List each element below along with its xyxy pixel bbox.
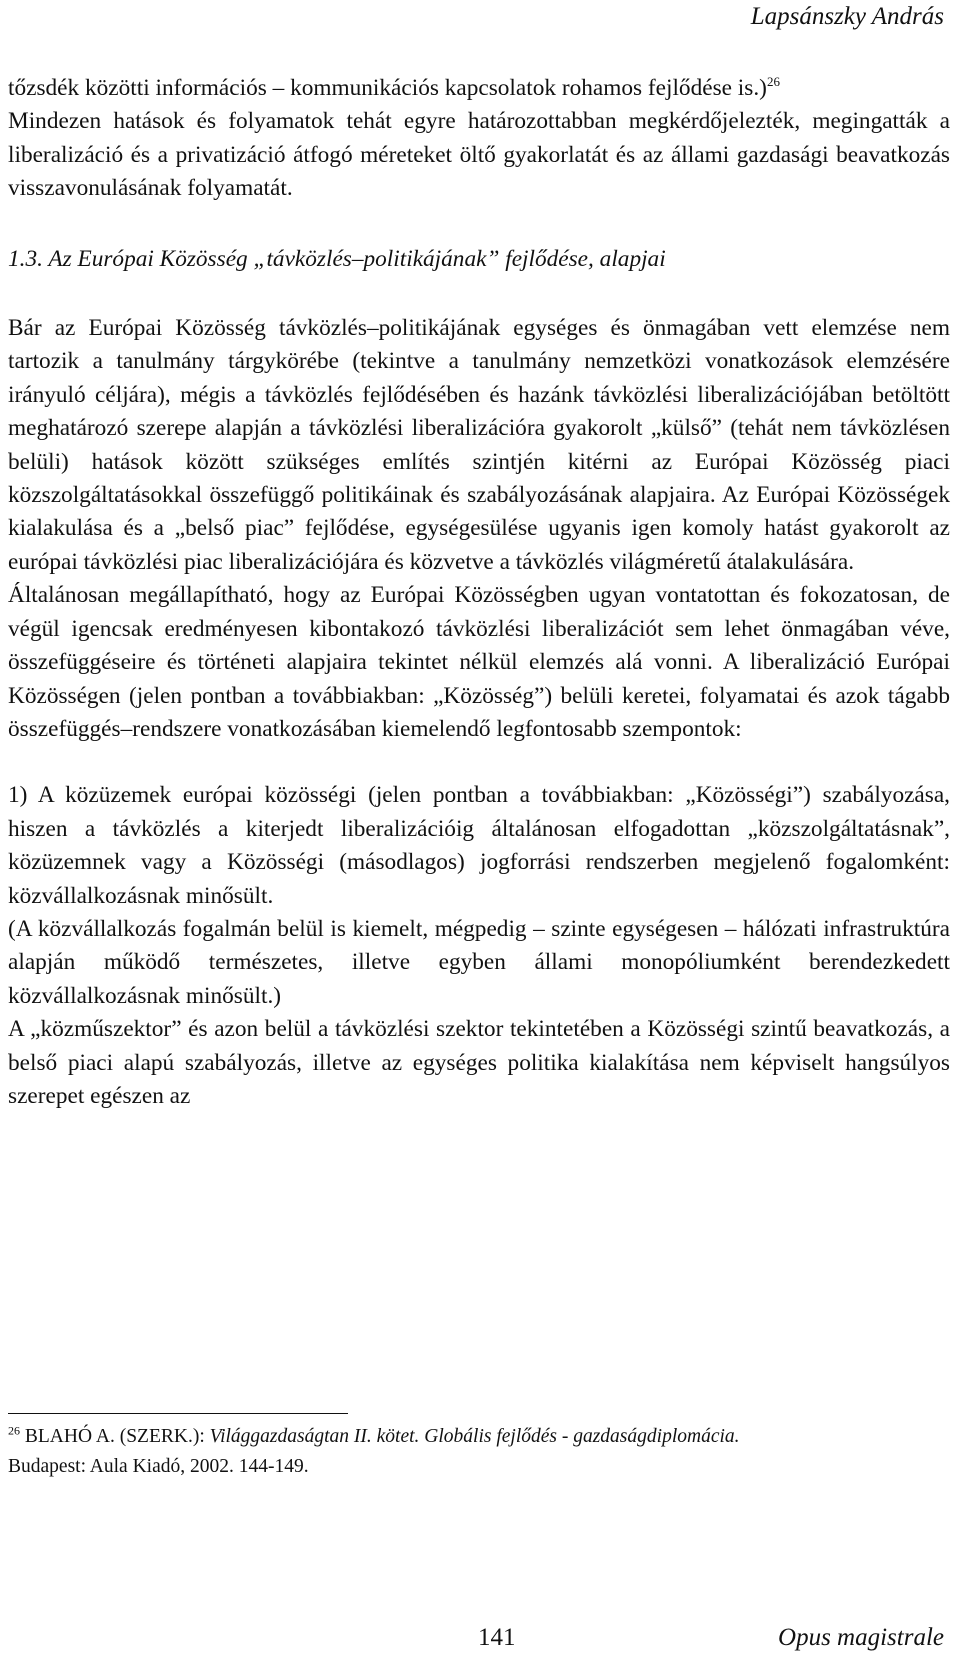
paragraph-spacer: [8, 746, 950, 779]
footnote: [8, 1422, 950, 1482]
paragraph-intro: [8, 72, 950, 105]
running-header-author: Lapsánszky András: [750, 3, 944, 30]
page-footer: [0, 1620, 960, 1660]
footnote-author-rest: LAHÓ: [37, 1426, 93, 1447]
footnote-author-initial: B: [24, 1426, 38, 1447]
page-body: [8, 72, 950, 1113]
paragraph-intro-text: tőzsdék közötti információs – kommunikációs kapcsolatok rohamos fejlődése is.): [8, 75, 767, 101]
footnote-number: 26: [8, 1423, 20, 1438]
paragraph-6: A „közműszektor” és azon belül a távközlési szektor tekintetében a Közösségi szintű beavatkozás, a belső piaci alapú szabályozás, illetve az egységes politika kialakítása nem képviselt hangsúlyos szerepet egészen az: [8, 1016, 950, 1109]
footnote-line-1: [8, 1422, 950, 1452]
page-number: 141: [478, 1624, 516, 1651]
paragraph-3: Általánosan megállapítható, hogy az Európai Közösségben ugyan vontatottan és fokozatosan, de végül igencsak eredményesen kibontakozó távközlési liberalizációt sem lehet önmagában véve, összefüggéseire és történeti alapjaira tekintet nélkül elemzés alá vonni. A liberalizáció Európai Közösségen (jelen pontban a továbbiakban: „Közösség”) belüli keretei, folyamatai és azok tágabb összefüggés–rendszere vonatkozásában kiemelendő legfontosabb szempontok:: [8, 582, 950, 742]
footnote-reference[interactable]: 26: [766, 74, 780, 90]
footnote-author-tail: A. (: [92, 1426, 127, 1447]
footnote-editor-tag: SZERK: [126, 1426, 188, 1447]
footnote-title: Világgazdaságtan II. kötet. Globális fejlődés - gazdaságdiplomácia.: [209, 1426, 740, 1447]
paragraph-2: Bár az Európai Közösség távközlés–politikájának egységes és önmagában vett elemzése nem tartozik a tanulmány tárgykörébe (tekintve a tanulmány nemzetközi vonatkozások elemzésére irányuló céljára), mégis a távközlés fejlődésében és hazánk távközlési liberalizációjában betöltött meghatározó szerepe alapján a távközlési liberalizációra gyakorolt „külső” (tehát nem távközlésen belüli) hatások között szükséges említés szintjén kitérni az Európai Közösség piaci közszolgáltatásokkal összefüggő politikáinak és szabályozásának alapjaira. Az Európai Közösségek kialakulása és a „belső piac” fejlődése, egységesülése ugyanis igen komoly hatást gyakorolt az európai távközlési piac liberalizációjára és közvetve a távközlés világméretű átalakulására.: [8, 315, 950, 575]
footnote-separator: [8, 1413, 348, 1414]
section-heading: 1.3. Az Európai Közösség „távközlés–politikájának” fejlődése, alapjai: [8, 245, 666, 272]
footnote-line-2: Budapest: Aula Kiadó, 2002. 144-149.: [8, 1456, 309, 1477]
paragraph-4: 1) A közüzemek európai közösségi (jelen pontban a továbbiakban: „Közösségi”) szabályozása, hiszen a távközlés a kiterjedt liberalizációig általánosan elfogadottan „közszolgáltatásnak”, közüzemnek vagy a Közösségi (másodlagos) jogforrási rendszerben megjelenő fogalomként: közvállalkozásnak minősült.: [8, 782, 950, 909]
footer-brand: Opus magistrale: [778, 1624, 944, 1651]
footnote-editor-close: .):: [187, 1426, 210, 1447]
paragraph-1: Mindezen hatások és folyamatok tehát egyre határozottabban megkérdőjelezték, megingatták a liberalizáció és a privatizáció átfogó méreteket öltő gyakorlatát és az állami gazdasági beavatkozás visszavonulásának folyamatát.: [8, 108, 950, 202]
paragraph-5: (A közvállalkozás fogalmán belül is kiemelt, mégpedig – szinte egységesen – hálózati infrastruktúra alapján működő természetes, illetve egyben állami monopóliumként berendezkedett közvállalkozásnak minősült.): [8, 915, 950, 1009]
